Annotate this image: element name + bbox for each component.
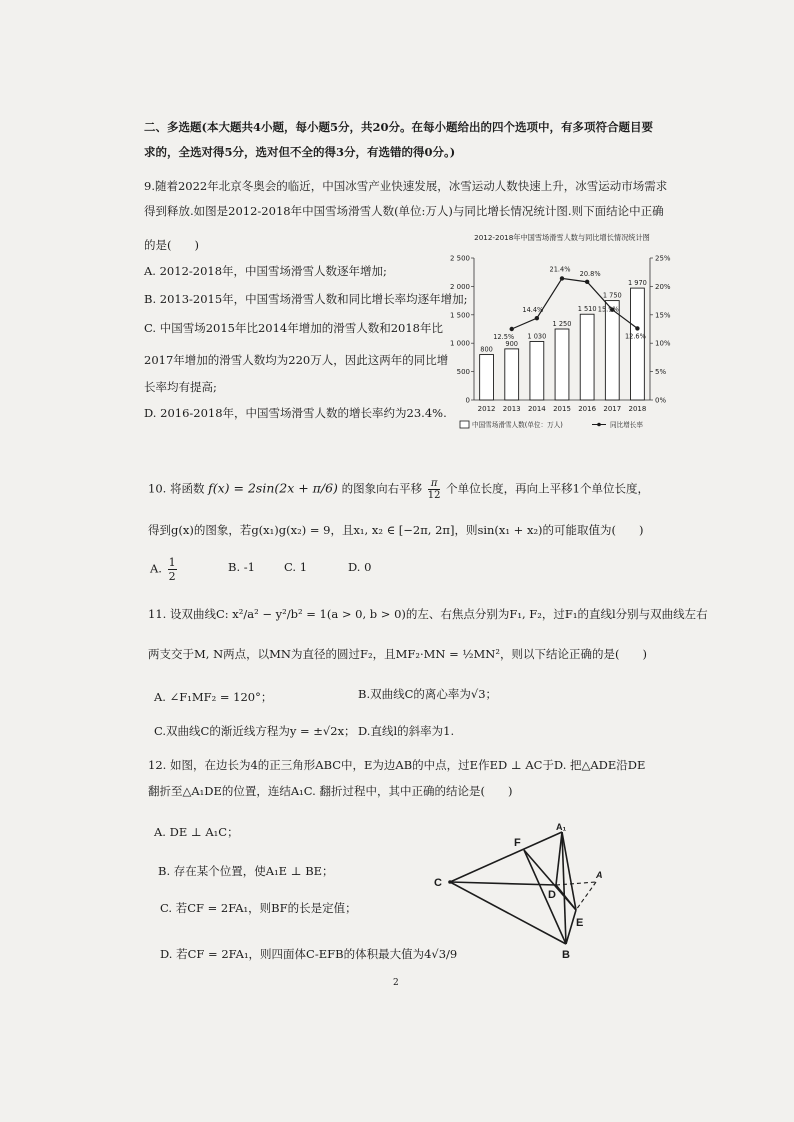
q12-option-d: D. 若CF = 2FA₁，则四面体C-EFB的体积最大值为4√3/9 — [160, 947, 458, 961]
q10-shift-fraction — [428, 478, 441, 501]
bar-2013 — [505, 349, 519, 400]
legend-line-label: 同比增长率 — [610, 421, 643, 429]
y-left-tick-label: 2 500 — [449, 254, 470, 263]
q9-option-c-line2: 2017年增加的滑雪人数均为220万人，因此这两年的同比增 — [144, 353, 449, 367]
growth-rate-label-2018: 12.6% — [624, 332, 646, 341]
q10-line1-prefix: 10. 将函数 — [148, 481, 205, 496]
q11-option-c: C.双曲线C的渐近线方程为y = ±√2x； — [154, 724, 356, 738]
q9-option-c-line3: 长率均有提高; — [144, 380, 217, 394]
growth-rate-point-2014 — [535, 316, 539, 320]
section-header-line1: 二、多选题(本大题共4小题，每小题5分，共20分。在每小题给出的四个选项中，有多项符合题目要 — [144, 120, 653, 134]
x-tick-label: 2013 — [502, 405, 521, 413]
q10-option-a-label: A. — [150, 561, 162, 576]
y-left-tick-label: 1 500 — [449, 311, 470, 320]
q12-option-c: C. 若CF = 2FA₁，则BF的长是定值； — [160, 901, 357, 915]
bar-label-2014: 1 030 — [527, 332, 547, 341]
q9-option-d: D. 2016-2018年，中国雪场滑雪人数的增长率约为23.4%. — [144, 406, 447, 420]
x-tick-label: 2018 — [628, 405, 647, 413]
section-header-line2: 求的，全选对得5分，选对但不全的得3分，有选错的得0分。) — [144, 145, 456, 159]
bar-label-2016: 1 510 — [577, 305, 597, 314]
q11-option-a: A. ∠F₁MF₂ = 120°； — [154, 690, 273, 704]
bar-2018 — [631, 288, 645, 400]
q10-line1 — [148, 478, 649, 501]
bar-2014 — [530, 341, 544, 400]
y-right-tick-label: 15% — [655, 311, 671, 320]
q10-option-a-num: 1 — [168, 556, 176, 569]
q10-option-a — [150, 556, 179, 583]
edge-d-a-dashed — [556, 882, 596, 885]
x-tick-label: 2017 — [603, 405, 622, 413]
q12-line1: 12. 如图，在边长为4的正三角形ABC中，E为边AB的中点，过E作ED ⊥ AC于D. 把△ADE沿DE — [148, 758, 646, 772]
q11-line2: 两支交于M, N两点，以MN为直径的圆过F₂，且MF₂·MN = ½MN²，则以下结论正确的是( ) — [148, 647, 647, 661]
growth-rate-label-2017: 15.9% — [597, 305, 619, 314]
q9-chart-svg — [440, 228, 672, 442]
label-c: C — [434, 877, 442, 889]
edge-f-b — [524, 850, 566, 944]
legend-bar-swatch — [460, 421, 469, 428]
label-f: F — [514, 837, 521, 849]
y-left-tick-label: 0 — [465, 396, 470, 405]
bar-2015 — [555, 329, 569, 400]
growth-rate-label-2015: 21.4% — [549, 265, 571, 274]
edge-a-e-dashed — [576, 882, 596, 910]
bar-2016 — [580, 314, 594, 400]
q11-option-b: B.双曲线C的离心率为√3； — [358, 687, 498, 701]
q10-option-a-den: 2 — [168, 570, 176, 583]
q11-line1: 11. 设双曲线C: x²/a² − y²/b² = 1(a > 0, b > 0)的左、右焦点分别为F₁, F₂，过F₁的直线l分别与双曲线左右 — [148, 607, 708, 621]
q9-option-a: A. 2012-2018年，中国雪场滑雪人数逐年增加; — [144, 264, 387, 278]
y-right-tick-label: 25% — [655, 254, 671, 263]
bar-label-2012: 800 — [480, 345, 493, 354]
q12-figure — [428, 822, 608, 972]
y-left-tick-label: 1 000 — [449, 339, 470, 348]
y-left-tick-label: 500 — [456, 368, 470, 377]
growth-rate-label-2014: 14.4% — [522, 306, 544, 315]
edge-a1-d — [556, 832, 562, 885]
bar-label-2017: 1 750 — [602, 291, 622, 300]
label-a1: A₁ — [556, 822, 567, 832]
q10-option-b: B. -1 — [228, 560, 255, 574]
y-right-tick-label: 5% — [655, 368, 667, 377]
legend-bar-label: 中国雪场滑雪人数(单位：万人) — [472, 421, 563, 429]
y-right-tick-label: 20% — [655, 282, 671, 291]
q11-option-d: D.直线l的斜率为1. — [358, 724, 455, 738]
y-right-tick-label: 0% — [655, 396, 667, 405]
point-c — [448, 880, 452, 884]
chart-title: 2012-2018年中国雪场滑雪人数与同比增长情况统计图 — [474, 233, 650, 242]
q12-option-b: B. 存在某个位置，使A₁E ⊥ BE； — [158, 864, 334, 878]
y-right-tick-label: 10% — [655, 339, 671, 348]
q9-option-c-line1: C. 中国雪场2015年比2014年增加的滑雪人数和2018年比 — [144, 321, 443, 335]
growth-rate-point-2015 — [560, 276, 564, 280]
growth-rate-point-2018 — [635, 326, 639, 330]
x-tick-label: 2015 — [553, 405, 571, 413]
bar-label-2015: 1 250 — [552, 320, 572, 328]
q10-option-a-fraction — [168, 556, 177, 583]
q9-line1: 9.随着2022年北京冬奥会的临近，中国冰雪产业快速发展，冰雪运动人数快速上升，冰雪运动市场需求 — [144, 179, 668, 193]
bar-label-2018: 1 970 — [627, 279, 647, 288]
q10-function: f(x) = 2sin(2x + π/6) — [208, 480, 338, 496]
label-e: E — [576, 917, 584, 929]
q9-option-b: B. 2013-2015年，中国雪场滑雪人数和同比增长率均逐年增加; — [144, 292, 468, 306]
label-d: D — [548, 889, 556, 901]
q10-option-c: C. 1 — [284, 560, 308, 574]
q10-line1-suffix: 个单位长度，再向上平移1个单位长度， — [446, 481, 649, 496]
x-tick-label: 2016 — [578, 405, 597, 413]
q9-chart — [440, 228, 672, 442]
growth-rate-point-2013 — [510, 327, 514, 331]
q10-shift-num: π — [428, 478, 441, 490]
x-tick-label: 2012 — [477, 405, 496, 413]
bar-label-2013: 900 — [505, 339, 519, 348]
q12-line2: 翻折至△A₁DE的位置，连结A₁C. 翻折过程中，其中正确的结论是( ) — [148, 784, 513, 798]
page-number: 2 — [393, 978, 399, 988]
q12-figure-svg — [428, 822, 608, 972]
q12-option-a: A. DE ⊥ A₁C； — [154, 825, 239, 839]
bar-2012 — [480, 355, 494, 400]
growth-rate-label-2013: 12.5% — [493, 333, 515, 341]
q9-line3: 的是( ) — [144, 238, 199, 252]
q10-option-d: D. 0 — [348, 560, 372, 574]
q9-line2: 得到释放.如图是2012-2018年中国雪场滑雪人数(单位:万人)与同比增长情况统计图.则下面结论中正确 — [144, 204, 664, 218]
bar-2017 — [605, 301, 619, 400]
q10-line2: 得到g(x)的图象，若g(x₁)g(x₂) = 9，且x₁, x₂ ∈ [−2π, 2π]，则sin(x₁ + x₂)的可能取值为( ) — [148, 523, 644, 537]
growth-rate-label-2016: 20.8% — [579, 269, 601, 278]
label-a: A — [596, 870, 603, 880]
legend-line-marker — [597, 423, 601, 427]
x-tick-label: 2014 — [527, 405, 546, 413]
edge-f-e — [524, 850, 576, 910]
q10-shift-den: 12 — [427, 490, 441, 501]
growth-rate-point-2016 — [585, 280, 589, 284]
edge-e-b — [566, 910, 576, 944]
q10-line1-mid: 的图象向右平移 — [341, 481, 423, 496]
y-left-tick-label: 2 000 — [449, 282, 470, 291]
label-b: B — [562, 949, 570, 961]
